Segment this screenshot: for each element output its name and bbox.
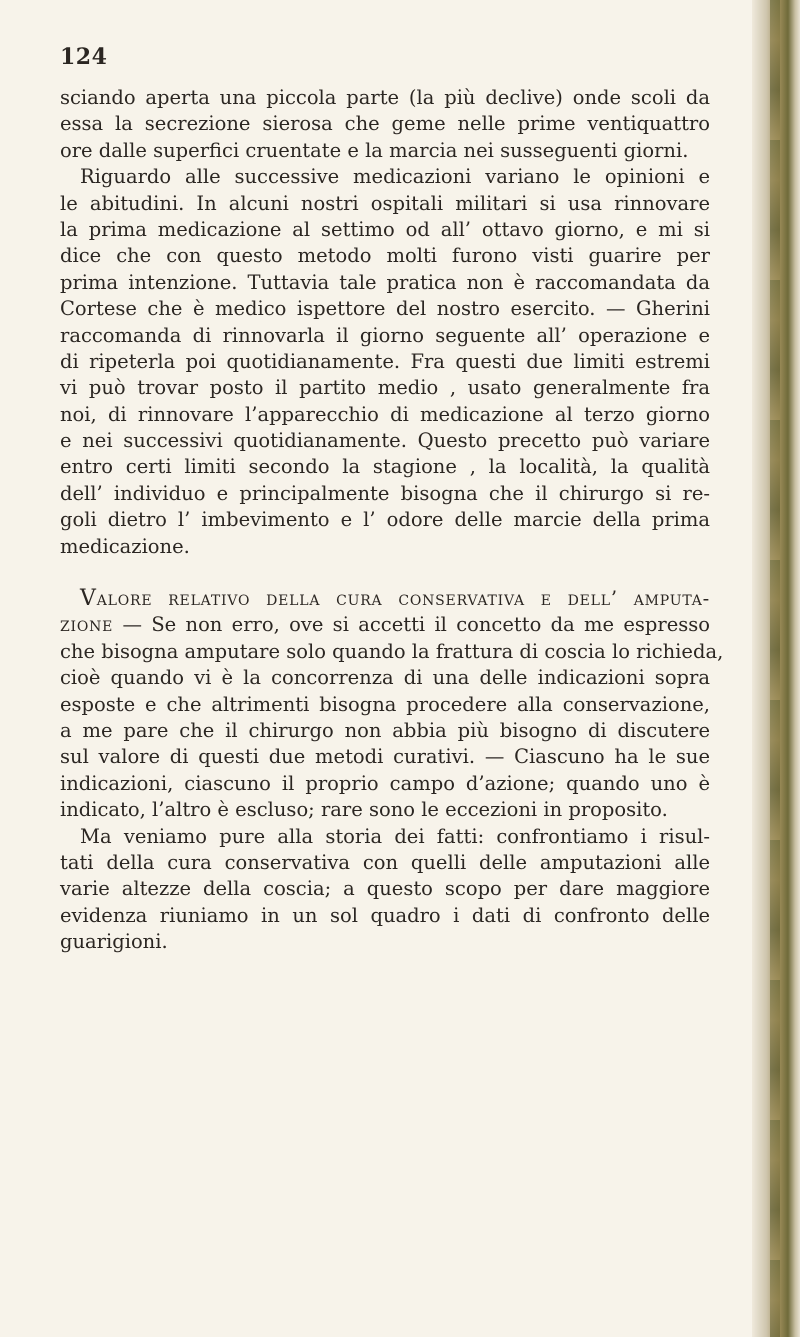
text-line: esposte e che altrimenti bisogna procedere alla conservazione,: [60, 692, 710, 716]
text-line: le abitudini. In alcuni nostri ospitali militari si usa rinnovare: [60, 191, 710, 215]
text-line: di ripeterla poi quotidianamente. Fra questi due limiti estremi: [60, 349, 710, 373]
paragraph-1: [60, 85, 710, 164]
heading-initial: V: [80, 586, 97, 612]
text-line: vi può trovar posto il partito medio , usato generalmente fra: [60, 376, 710, 400]
paragraph-4: [60, 824, 710, 956]
paragraph-2: [60, 164, 710, 560]
section-valore: [60, 586, 724, 824]
text-line: tati della cura conservativa con quelli delle amputazioni alle: [60, 850, 710, 874]
text-line: medicazione.: [60, 534, 190, 558]
text-line: sul valore di questi due metodi curativi. — Ciascuno ha le sue: [60, 745, 710, 769]
text-line: Cortese che è medico ispettore del nostro esercito. — Gherini: [60, 297, 710, 321]
text-line: cioè quando vi è la concorrenza di una delle indicazioni sopra: [60, 666, 710, 690]
page-edge-binding: [752, 0, 800, 1337]
text-line: la prima medicazione al settimo od all’ ottavo giorno, e mi si: [60, 217, 710, 241]
text-line: Riguardo alle successive medicazioni variano le opinioni e: [80, 165, 710, 189]
text-line: raccomanda di rinnovarla il giorno seguente all’ operazione e: [60, 323, 710, 347]
text-line: indicazioni, ciascuno il proprio campo d’azione; quando uno è: [60, 771, 710, 795]
text-line: essa la secrezione sierosa che geme nelle prime ventiquattro: [60, 112, 710, 136]
text-line: sciando aperta una piccola parte (la più declive) onde scoli da: [60, 86, 710, 109]
heading-continuation: zione: [60, 613, 114, 637]
text-line: e nei successivi quotidianamente. Questo precetto può variare: [60, 429, 710, 453]
text-line: prima intenzione. Tuttavia tale pratica non è raccomandata da: [60, 270, 710, 294]
text-line: goli dietro l’ imbevimento e l’ odore delle marcie della prima: [60, 508, 710, 532]
heading-text: alore relativo della cura conservativa e dell’ amputa-: [96, 587, 710, 611]
heading-line-text: — Se non erro, ove si accetti il concetto da me espresso: [113, 613, 710, 637]
text-line: noi, di rinnovare l’apparecchio di medicazione al terzo giorno: [60, 402, 710, 426]
text-line: che bisogna amputare solo quando la frattura di coscia lo richieda,: [60, 639, 724, 663]
text-line: evidenza riuniamo in un sol quadro i dati di confronto delle: [60, 903, 710, 927]
text-line: indicato, l’altro è escluso; rare sono le eccezioni in proposito.: [60, 798, 668, 822]
section-gap: [60, 560, 710, 586]
text-line: Ma veniamo pure alla storia dei fatti: confrontiamo i risul-: [80, 824, 710, 848]
text-line: guarigioni.: [60, 930, 168, 954]
text-line: dell’ individuo e principalmente bisogna che il chirurgo si re-: [60, 481, 710, 505]
text-line: entro certi limiti secondo la stagione , la località, la qualità: [60, 455, 710, 479]
text-line: [60, 612, 710, 638]
text-line: dice che con questo metodo molti furono visti guarire per: [60, 244, 710, 268]
text-line: a me pare che il chirurgo non abbia più bisogno di discutere: [60, 718, 710, 742]
text-line: varie altezze della coscia; a questo scopo per dare maggiore: [60, 877, 710, 901]
text-block: [60, 85, 724, 956]
section-heading: [60, 586, 710, 612]
page-number: 124: [60, 44, 108, 70]
text-line: ore dalle superfici cruentate e la marcia nei susseguenti giorni.: [60, 138, 689, 162]
